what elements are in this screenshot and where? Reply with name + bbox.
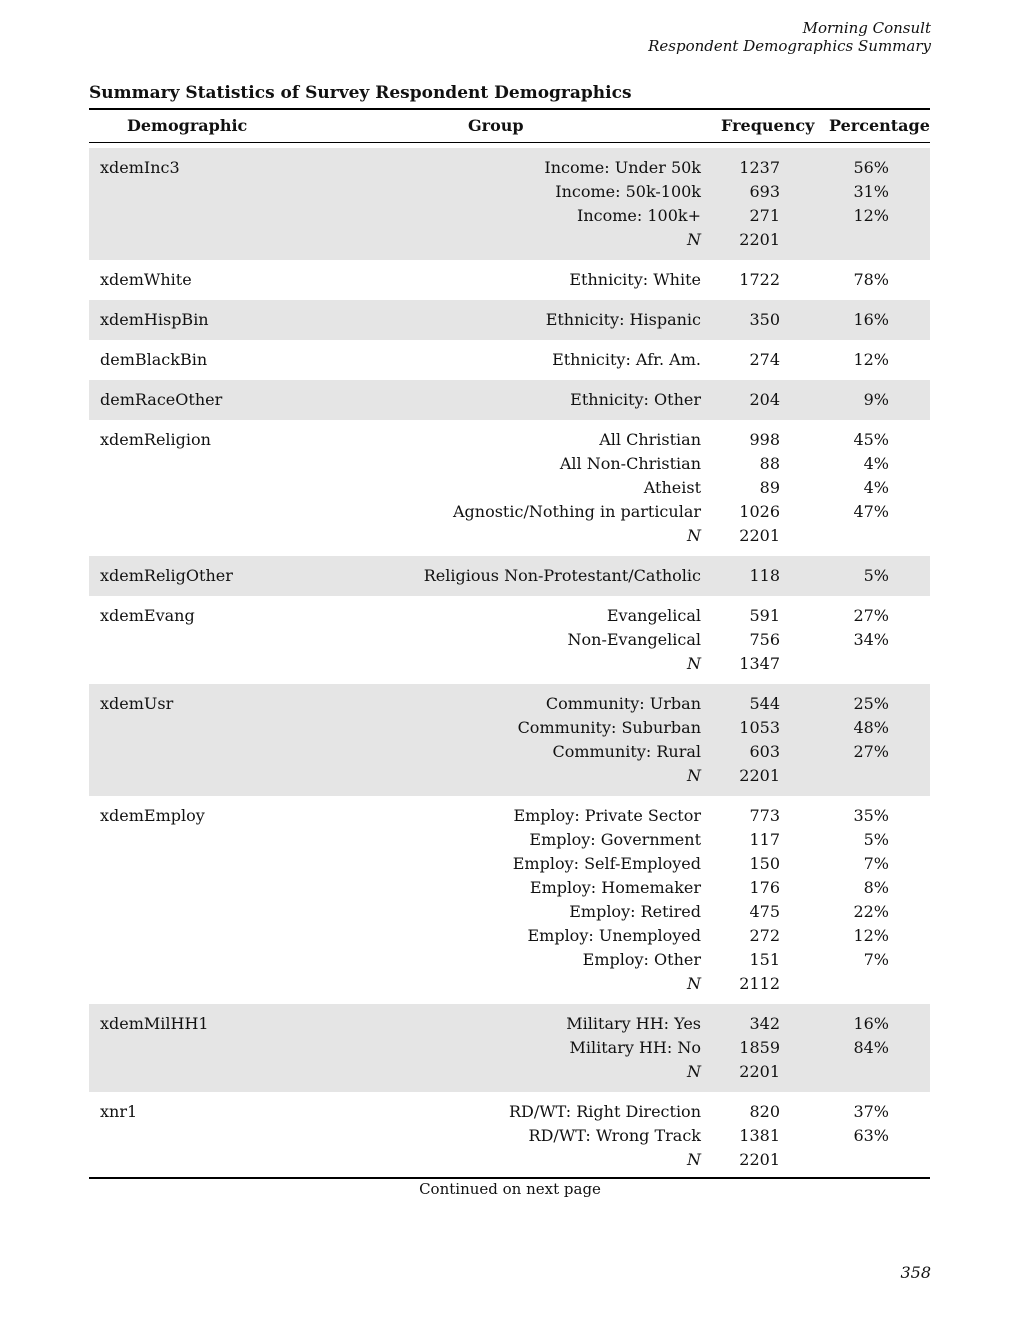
variable-name: xdemReligOther <box>100 566 233 585</box>
table-row <box>89 500 930 524</box>
demographic-block <box>89 340 930 380</box>
frequency-value: 544 <box>749 694 780 713</box>
table-header-rule <box>89 142 930 143</box>
group-label: Religious Non-Protestant/Catholic <box>423 566 701 585</box>
percentage-value: 22% <box>853 902 889 921</box>
frequency-value: 2112 <box>739 974 780 993</box>
percentage-value: 25% <box>853 694 889 713</box>
variable-name: xdemMilHH1 <box>100 1014 209 1033</box>
percentage-value: 16% <box>853 1014 889 1033</box>
table-row <box>89 852 930 876</box>
group-label: All Christian <box>599 430 701 449</box>
demographic-block <box>89 420 930 556</box>
variable-name: xdemInc3 <box>100 158 180 177</box>
table-row <box>89 1148 930 1172</box>
frequency-value: 342 <box>749 1014 780 1033</box>
group-label: N <box>687 230 701 249</box>
percentage-value: 27% <box>853 606 889 625</box>
group-label: Community: Rural <box>552 742 701 761</box>
table-row <box>89 452 930 476</box>
frequency-value: 693 <box>749 182 780 201</box>
group-label: Community: Urban <box>545 694 701 713</box>
table-row <box>89 476 930 500</box>
group-label: Ethnicity: Afr. Am. <box>552 350 701 369</box>
frequency-value: 820 <box>749 1102 780 1121</box>
table-row <box>89 692 930 716</box>
frequency-value: 1859 <box>739 1038 780 1057</box>
group-label: Employ: Unemployed <box>527 926 701 945</box>
variable-name: xdemHispBin <box>100 310 209 329</box>
variable-name: demRaceOther <box>100 390 223 409</box>
frequency-value: 2201 <box>739 766 780 785</box>
group-label: Ethnicity: White <box>569 270 701 289</box>
table-row <box>89 652 930 676</box>
running-head-publisher: Morning Consult <box>802 19 931 37</box>
table-row <box>89 948 930 972</box>
frequency-value: 773 <box>749 806 780 825</box>
demographic-block <box>89 148 930 260</box>
demographic-block <box>89 796 930 1004</box>
frequency-value: 1026 <box>739 502 780 521</box>
demographic-block <box>89 1004 930 1092</box>
percentage-value: 31% <box>853 182 889 201</box>
frequency-value: 2201 <box>739 1150 780 1169</box>
group-label: Evangelical <box>606 606 701 625</box>
demographic-block <box>89 260 930 300</box>
frequency-value: 89 <box>759 478 780 497</box>
table-body <box>89 148 930 1180</box>
table-row <box>89 348 930 372</box>
group-label: Income: Under 50k <box>544 158 701 177</box>
variable-name: xdemUsr <box>100 694 174 713</box>
table-row <box>89 876 930 900</box>
frequency-value: 88 <box>759 454 780 473</box>
frequency-value: 591 <box>749 606 780 625</box>
group-label: N <box>687 1062 701 1081</box>
header-frequency: Frequency <box>721 116 815 135</box>
header-percentage: Percentage <box>829 116 930 135</box>
table-row <box>89 764 930 788</box>
table-row <box>89 716 930 740</box>
percentage-value: 9% <box>863 390 889 409</box>
group-label: All Non-Christian <box>559 454 701 473</box>
group-label: Employ: Other <box>582 950 701 969</box>
percentage-value: 48% <box>853 718 889 737</box>
group-label: Atheist <box>643 478 701 497</box>
table-row <box>89 308 930 332</box>
frequency-value: 756 <box>749 630 780 649</box>
percentage-value: 8% <box>863 878 889 897</box>
variable-name: xdemEvang <box>100 606 195 625</box>
group-label: RD/WT: Right Direction <box>508 1102 701 1121</box>
percentage-value: 12% <box>853 350 889 369</box>
table-row <box>89 924 930 948</box>
percentage-value: 37% <box>853 1102 889 1121</box>
running-head <box>648 19 931 55</box>
group-label: N <box>687 974 701 993</box>
frequency-value: 2201 <box>739 230 780 249</box>
frequency-value: 2201 <box>739 526 780 545</box>
percentage-value: 34% <box>853 630 889 649</box>
group-label: N <box>687 1150 701 1169</box>
group-label: Employ: Private Sector <box>513 806 701 825</box>
percentage-value: 7% <box>863 950 889 969</box>
percentage-value: 35% <box>853 806 889 825</box>
table-row <box>89 828 930 852</box>
group-label: N <box>687 654 701 673</box>
frequency-value: 204 <box>749 390 780 409</box>
percentage-value: 84% <box>853 1038 889 1057</box>
table-row <box>89 1036 930 1060</box>
table-row <box>89 972 930 996</box>
frequency-value: 150 <box>749 854 780 873</box>
table-row <box>89 428 930 452</box>
percentage-value: 4% <box>863 478 889 497</box>
group-label: N <box>687 766 701 785</box>
frequency-value: 350 <box>749 310 780 329</box>
variable-name: xdemEmploy <box>100 806 205 825</box>
percentage-value: 5% <box>863 830 889 849</box>
variable-name: xdemWhite <box>100 270 192 289</box>
table-row <box>89 564 930 588</box>
table-header-row <box>89 110 930 142</box>
table-row <box>89 180 930 204</box>
frequency-value: 475 <box>749 902 780 921</box>
table-row <box>89 1012 930 1036</box>
percentage-value: 45% <box>853 430 889 449</box>
percentage-value: 47% <box>853 502 889 521</box>
table-row <box>89 388 930 412</box>
demographic-block <box>89 380 930 420</box>
table-row <box>89 1060 930 1084</box>
table-row <box>89 1124 930 1148</box>
percentage-value: 27% <box>853 742 889 761</box>
percentage-value: 16% <box>853 310 889 329</box>
group-label: Agnostic/Nothing in particular <box>452 502 701 521</box>
header-demographic: Demographic <box>127 116 248 135</box>
percentage-value: 78% <box>853 270 889 289</box>
percentage-value: 5% <box>863 566 889 585</box>
group-label: Income: 50k-100k <box>555 182 701 201</box>
demographic-block <box>89 684 930 796</box>
table-row <box>89 604 930 628</box>
header-group: Group <box>468 116 524 135</box>
table-row <box>89 740 930 764</box>
running-head-section: Respondent Demographics Summary <box>648 37 931 55</box>
group-label: Income: 100k+ <box>577 206 701 225</box>
percentage-value: 4% <box>863 454 889 473</box>
variable-name: xdemReligion <box>100 430 211 449</box>
demographic-block <box>89 596 930 684</box>
group-label: Non-Evangelical <box>567 630 701 649</box>
percentage-value: 7% <box>863 854 889 873</box>
table-row <box>89 900 930 924</box>
group-label: Military HH: No <box>569 1038 701 1057</box>
table-title: Summary Statistics of Survey Respondent Demographics <box>89 83 632 103</box>
table-row <box>89 204 930 228</box>
group-label: Ethnicity: Other <box>570 390 701 409</box>
frequency-value: 1722 <box>739 270 780 289</box>
frequency-value: 117 <box>749 830 780 849</box>
group-label: Employ: Self-Employed <box>512 854 701 873</box>
demographic-block <box>89 300 930 340</box>
frequency-value: 1347 <box>739 654 780 673</box>
continued-note: Continued on next page <box>419 1180 601 1198</box>
frequency-value: 2201 <box>739 1062 780 1081</box>
table-row <box>89 156 930 180</box>
frequency-value: 1381 <box>739 1126 780 1145</box>
percentage-value: 12% <box>853 926 889 945</box>
group-label: Community: Suburban <box>517 718 701 737</box>
variable-name: demBlackBin <box>100 350 208 369</box>
table-row <box>89 1100 930 1124</box>
demographic-block <box>89 556 930 596</box>
table-row <box>89 628 930 652</box>
group-label: Employ: Homemaker <box>529 878 701 897</box>
frequency-value: 118 <box>749 566 780 585</box>
frequency-value: 998 <box>749 430 780 449</box>
percentage-value: 63% <box>853 1126 889 1145</box>
frequency-value: 1053 <box>739 718 780 737</box>
frequency-value: 271 <box>749 206 780 225</box>
frequency-value: 603 <box>749 742 780 761</box>
table-row <box>89 228 930 252</box>
frequency-value: 274 <box>749 350 780 369</box>
variable-name: xnr1 <box>100 1102 138 1121</box>
group-label: RD/WT: Wrong Track <box>528 1126 701 1145</box>
percentage-value: 12% <box>853 206 889 225</box>
table-row <box>89 804 930 828</box>
table-row <box>89 524 930 548</box>
percentage-value: 56% <box>853 158 889 177</box>
frequency-value: 1237 <box>739 158 780 177</box>
frequency-value: 272 <box>749 926 780 945</box>
table-bottom-rule <box>89 1177 930 1179</box>
frequency-value: 151 <box>749 950 780 969</box>
demographic-block <box>89 1092 930 1180</box>
table-row <box>89 268 930 292</box>
group-label: N <box>687 526 701 545</box>
group-label: Employ: Government <box>529 830 701 849</box>
group-label: Ethnicity: Hispanic <box>545 310 701 329</box>
group-label: Employ: Retired <box>569 902 701 921</box>
frequency-value: 176 <box>749 878 780 897</box>
group-label: Military HH: Yes <box>566 1014 701 1033</box>
page-number: 358 <box>900 1263 931 1282</box>
